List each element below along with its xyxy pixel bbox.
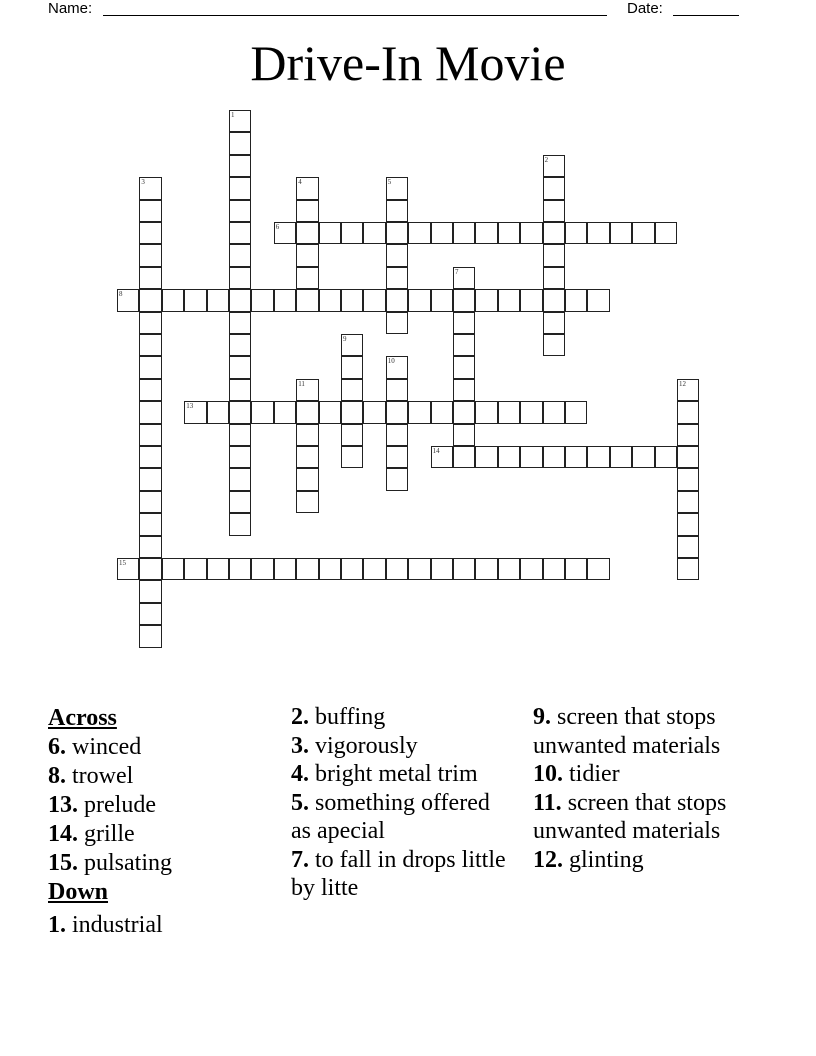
grid-cell[interactable] <box>655 446 677 468</box>
grid-cell[interactable] <box>274 289 296 311</box>
grid-cell[interactable] <box>498 222 520 244</box>
grid-cell[interactable] <box>363 289 385 311</box>
grid-cell[interactable] <box>296 491 318 513</box>
clue-across-13 <box>48 791 278 820</box>
grid-cell[interactable] <box>229 558 251 580</box>
grid-cell[interactable] <box>431 289 453 311</box>
grid-cell[interactable] <box>543 177 565 199</box>
grid-cell[interactable] <box>296 379 318 401</box>
grid-cell[interactable] <box>296 468 318 490</box>
clue-text: screen that stops unwanted materials <box>533 789 727 844</box>
grid-cell[interactable] <box>229 289 251 311</box>
name-field-line[interactable] <box>103 15 607 16</box>
grid-cell[interactable] <box>363 558 385 580</box>
grid-cell[interactable] <box>543 401 565 423</box>
clue-number: 7. <box>291 846 309 873</box>
clue-down-3 <box>291 732 506 761</box>
grid-cell[interactable] <box>139 491 161 513</box>
grid-cell[interactable] <box>229 513 251 535</box>
clue-text: buffing <box>315 704 386 730</box>
grid-cell[interactable] <box>139 401 161 423</box>
clue-text: winced <box>72 734 142 760</box>
grid-cell[interactable] <box>229 379 251 401</box>
grid-cell[interactable] <box>543 200 565 222</box>
grid-cell[interactable] <box>498 558 520 580</box>
cell-number: 10 <box>387 357 395 366</box>
clue-number: 4. <box>291 761 309 787</box>
grid-cell[interactable] <box>386 267 408 289</box>
clues-column-1 <box>48 704 278 940</box>
grid-cell[interactable] <box>139 177 161 199</box>
grid-cell[interactable] <box>565 446 587 468</box>
grid-cell[interactable] <box>229 424 251 446</box>
grid-cell[interactable] <box>341 289 363 311</box>
grid-cell[interactable] <box>453 289 475 311</box>
grid-cell[interactable] <box>677 491 699 513</box>
grid-cell[interactable] <box>296 446 318 468</box>
grid-cell[interactable] <box>341 379 363 401</box>
grid-cell[interactable] <box>587 289 609 311</box>
grid-cell[interactable] <box>341 401 363 423</box>
grid-cell[interactable] <box>543 558 565 580</box>
grid-cell[interactable] <box>520 401 542 423</box>
cell-number: 14 <box>432 447 440 455</box>
grid-cell[interactable] <box>341 446 363 468</box>
grid-cell[interactable] <box>632 446 654 468</box>
clue-text: bright metal trim <box>315 761 478 787</box>
grid-cell[interactable] <box>139 334 161 356</box>
grid-cell[interactable] <box>139 424 161 446</box>
grid-cell[interactable] <box>408 222 430 244</box>
clue-text: tidier <box>569 761 620 787</box>
clue-down-1 <box>48 911 278 940</box>
grid-cell[interactable] <box>207 558 229 580</box>
grid-cell[interactable] <box>453 222 475 244</box>
grid-cell[interactable] <box>386 244 408 266</box>
grid-cell[interactable] <box>408 401 430 423</box>
grid-cell[interactable] <box>139 468 161 490</box>
grid-cell[interactable] <box>498 289 520 311</box>
grid-cell[interactable] <box>475 558 497 580</box>
grid-cell[interactable] <box>408 289 430 311</box>
cell-number: 11 <box>298 379 305 388</box>
clue-number: 13. <box>48 792 78 818</box>
grid-cell[interactable] <box>431 401 453 423</box>
clues-column-3 <box>533 703 733 874</box>
date-field-line[interactable] <box>673 15 739 16</box>
grid-cell[interactable] <box>498 401 520 423</box>
cell-number: 2 <box>544 155 549 164</box>
grid-cell[interactable] <box>341 558 363 580</box>
clue-down-7 <box>291 846 506 903</box>
grid-cell[interactable] <box>139 356 161 378</box>
grid-cell[interactable] <box>296 424 318 446</box>
cell-number: 15 <box>119 559 126 567</box>
grid-cell[interactable] <box>543 312 565 334</box>
grid-cell[interactable] <box>139 289 161 311</box>
grid-cell[interactable] <box>319 289 341 311</box>
grid-cell[interactable] <box>632 222 654 244</box>
grid-cell[interactable] <box>677 401 699 423</box>
grid-cell[interactable] <box>677 536 699 558</box>
grid-cell[interactable] <box>475 446 497 468</box>
grid-cell[interactable] <box>229 356 251 378</box>
grid-cell[interactable] <box>184 289 206 311</box>
grid-cell[interactable] <box>565 289 587 311</box>
date-label: Date: <box>627 0 663 17</box>
cell-number: 8 <box>119 290 123 299</box>
clue-text: glinting <box>569 846 644 873</box>
clue-text: to fall in drops little by litte <box>291 846 506 901</box>
grid-cell[interactable] <box>319 558 341 580</box>
grid-cell[interactable] <box>296 244 318 266</box>
worksheet-header <box>0 0 816 20</box>
grid-cell[interactable] <box>162 289 184 311</box>
grid-cell[interactable] <box>139 200 161 222</box>
grid-cell[interactable] <box>453 356 475 378</box>
grid-cell[interactable] <box>386 379 408 401</box>
grid-cell[interactable] <box>543 267 565 289</box>
clue-number: 5. <box>291 789 309 816</box>
cell-number: 7 <box>455 267 459 276</box>
grid-cell[interactable] <box>677 468 699 490</box>
clue-text: prelude <box>84 792 156 818</box>
grid-cell[interactable] <box>677 379 699 401</box>
grid-cell[interactable] <box>139 222 161 244</box>
grid-cell[interactable] <box>386 200 408 222</box>
clue-text: grille <box>84 821 135 847</box>
grid-cell[interactable] <box>386 401 408 423</box>
grid-cell[interactable] <box>386 177 408 199</box>
grid-cell[interactable] <box>431 558 453 580</box>
grid-cell[interactable] <box>296 558 318 580</box>
grid-cell[interactable] <box>386 312 408 334</box>
grid-cell[interactable] <box>565 401 587 423</box>
grid-cell[interactable] <box>139 625 161 647</box>
cell-number: 9 <box>343 335 347 343</box>
across-heading: Across <box>48 705 117 731</box>
grid-cell[interactable] <box>543 244 565 266</box>
grid-cell[interactable] <box>162 558 184 580</box>
grid-cell[interactable] <box>587 558 609 580</box>
grid-cell[interactable] <box>655 222 677 244</box>
grid-cell[interactable] <box>139 379 161 401</box>
grid-cell[interactable] <box>184 401 206 423</box>
grid-cell[interactable] <box>251 289 273 311</box>
grid-cell[interactable] <box>386 558 408 580</box>
grid-cell[interactable] <box>229 491 251 513</box>
grid-cell[interactable] <box>319 401 341 423</box>
grid-cell[interactable] <box>543 289 565 311</box>
grid-cell[interactable] <box>229 110 251 132</box>
clue-down-11 <box>533 789 733 846</box>
grid-cell[interactable] <box>341 222 363 244</box>
grid-cell[interactable] <box>207 401 229 423</box>
grid-cell[interactable] <box>565 222 587 244</box>
clue-text: industrial <box>72 912 163 938</box>
grid-cell[interactable] <box>229 222 251 244</box>
grid-cell[interactable] <box>520 222 542 244</box>
name-label: Name: <box>48 0 93 17</box>
clue-text: pulsating <box>84 850 172 876</box>
grid-cell[interactable] <box>251 401 273 423</box>
grid-cell[interactable] <box>543 222 565 244</box>
clue-down-2 <box>291 703 506 732</box>
grid-cell[interactable] <box>677 513 699 535</box>
grid-cell[interactable] <box>610 446 632 468</box>
grid-cell[interactable] <box>229 200 251 222</box>
grid-cell[interactable] <box>453 379 475 401</box>
grid-cell[interactable] <box>453 558 475 580</box>
grid-cell[interactable] <box>296 267 318 289</box>
clue-number: 11. <box>533 789 562 816</box>
grid-cell[interactable] <box>117 558 139 580</box>
clue-number: 8. <box>48 763 66 789</box>
cell-number: 1 <box>231 111 235 119</box>
grid-cell[interactable] <box>229 132 251 154</box>
grid-cell[interactable] <box>139 446 161 468</box>
grid-cell[interactable] <box>229 334 251 356</box>
grid-cell[interactable] <box>274 222 296 244</box>
grid-cell[interactable] <box>408 558 430 580</box>
grid-cell[interactable] <box>229 177 251 199</box>
clue-number: 9. <box>533 704 551 730</box>
grid-cell[interactable] <box>229 446 251 468</box>
cell-number: 12 <box>679 379 686 388</box>
grid-cell[interactable] <box>475 222 497 244</box>
cell-number: 13 <box>186 402 194 411</box>
grid-cell[interactable] <box>274 401 296 423</box>
clue-number: 3. <box>291 732 309 759</box>
clue-across-8 <box>48 762 278 791</box>
grid-cell[interactable] <box>677 424 699 446</box>
grid-cell[interactable] <box>386 424 408 446</box>
grid-cell[interactable] <box>453 334 475 356</box>
cell-number: 3 <box>141 178 145 187</box>
grid-cell[interactable] <box>543 155 565 177</box>
clue-number: 15. <box>48 850 78 876</box>
down-heading: Down <box>48 879 109 905</box>
clue-across-15 <box>48 849 278 878</box>
grid-cell[interactable] <box>229 267 251 289</box>
clue-across-6 <box>48 733 278 762</box>
grid-cell[interactable] <box>520 446 542 468</box>
grid-cell[interactable] <box>386 356 408 378</box>
grid-cell[interactable] <box>296 289 318 311</box>
grid-cell[interactable] <box>587 222 609 244</box>
grid-cell[interactable] <box>386 222 408 244</box>
grid-cell[interactable] <box>498 446 520 468</box>
clue-number: 2. <box>291 704 309 730</box>
grid-cell[interactable] <box>453 424 475 446</box>
grid-cell[interactable] <box>520 289 542 311</box>
cell-number: 6 <box>275 223 280 231</box>
clue-number: 12. <box>533 846 563 873</box>
grid-cell[interactable] <box>565 558 587 580</box>
clue-text: vigorously <box>315 732 418 759</box>
grid-cell[interactable] <box>229 312 251 334</box>
grid-cell[interactable] <box>319 222 341 244</box>
grid-cell[interactable] <box>431 222 453 244</box>
grid-cell[interactable] <box>296 222 318 244</box>
grid-cell[interactable] <box>341 356 363 378</box>
grid-cell[interactable] <box>117 289 139 311</box>
grid-cell[interactable] <box>139 536 161 558</box>
grid-cell[interactable] <box>139 244 161 266</box>
grid-cell[interactable] <box>386 446 408 468</box>
grid-cell[interactable] <box>229 244 251 266</box>
grid-cell[interactable] <box>543 334 565 356</box>
grid-cell[interactable] <box>184 558 206 580</box>
grid-cell[interactable] <box>229 401 251 423</box>
clue-number: 10. <box>533 761 563 787</box>
clue-down-9 <box>533 703 733 760</box>
grid-cell[interactable] <box>139 580 161 602</box>
crossword-grid <box>117 110 717 670</box>
clue-text: screen that stops unwanted materials <box>533 704 721 759</box>
clue-number: 14. <box>48 821 78 847</box>
grid-cell[interactable] <box>207 289 229 311</box>
grid-cell[interactable] <box>677 558 699 580</box>
grid-cell[interactable] <box>677 446 699 468</box>
grid-cell[interactable] <box>475 289 497 311</box>
grid-cell[interactable] <box>341 424 363 446</box>
grid-cell[interactable] <box>296 177 318 199</box>
clue-text: trowel <box>72 763 134 789</box>
grid-cell[interactable] <box>139 267 161 289</box>
grid-cell[interactable] <box>453 267 475 289</box>
grid-cell[interactable] <box>229 155 251 177</box>
grid-cell[interactable] <box>475 401 497 423</box>
grid-cell[interactable] <box>610 222 632 244</box>
grid-cell[interactable] <box>251 558 273 580</box>
grid-cell[interactable] <box>296 200 318 222</box>
clue-number: 1. <box>48 912 66 938</box>
grid-cell[interactable] <box>139 558 161 580</box>
clue-down-12 <box>533 846 733 875</box>
grid-cell[interactable] <box>341 334 363 356</box>
puzzle-title: Drive-In Movie <box>250 35 566 91</box>
grid-cell[interactable] <box>363 222 385 244</box>
grid-cell[interactable] <box>139 513 161 535</box>
grid-cell[interactable] <box>453 446 475 468</box>
grid-cell[interactable] <box>386 468 408 490</box>
grid-cell[interactable] <box>363 401 385 423</box>
clue-down-5 <box>291 789 506 846</box>
clue-down-4 <box>291 760 506 789</box>
grid-cell[interactable] <box>139 312 161 334</box>
grid-cell[interactable] <box>520 558 542 580</box>
grid-cell[interactable] <box>543 446 565 468</box>
grid-cell[interactable] <box>431 446 453 468</box>
grid-cell[interactable] <box>587 446 609 468</box>
clue-down-10 <box>533 760 733 789</box>
grid-cell[interactable] <box>229 468 251 490</box>
grid-cell[interactable] <box>139 603 161 625</box>
grid-cell[interactable] <box>274 558 296 580</box>
clue-across-14 <box>48 820 278 849</box>
cell-number: 4 <box>298 178 302 187</box>
grid-cell[interactable] <box>386 289 408 311</box>
cell-number: 5 <box>387 178 392 187</box>
clue-number: 6. <box>48 734 66 760</box>
clue-text: something offered as apecial <box>291 789 490 844</box>
grid-cell[interactable] <box>296 401 318 423</box>
clues-column-2 <box>291 703 506 903</box>
grid-cell[interactable] <box>453 312 475 334</box>
grid-cell[interactable] <box>453 401 475 423</box>
